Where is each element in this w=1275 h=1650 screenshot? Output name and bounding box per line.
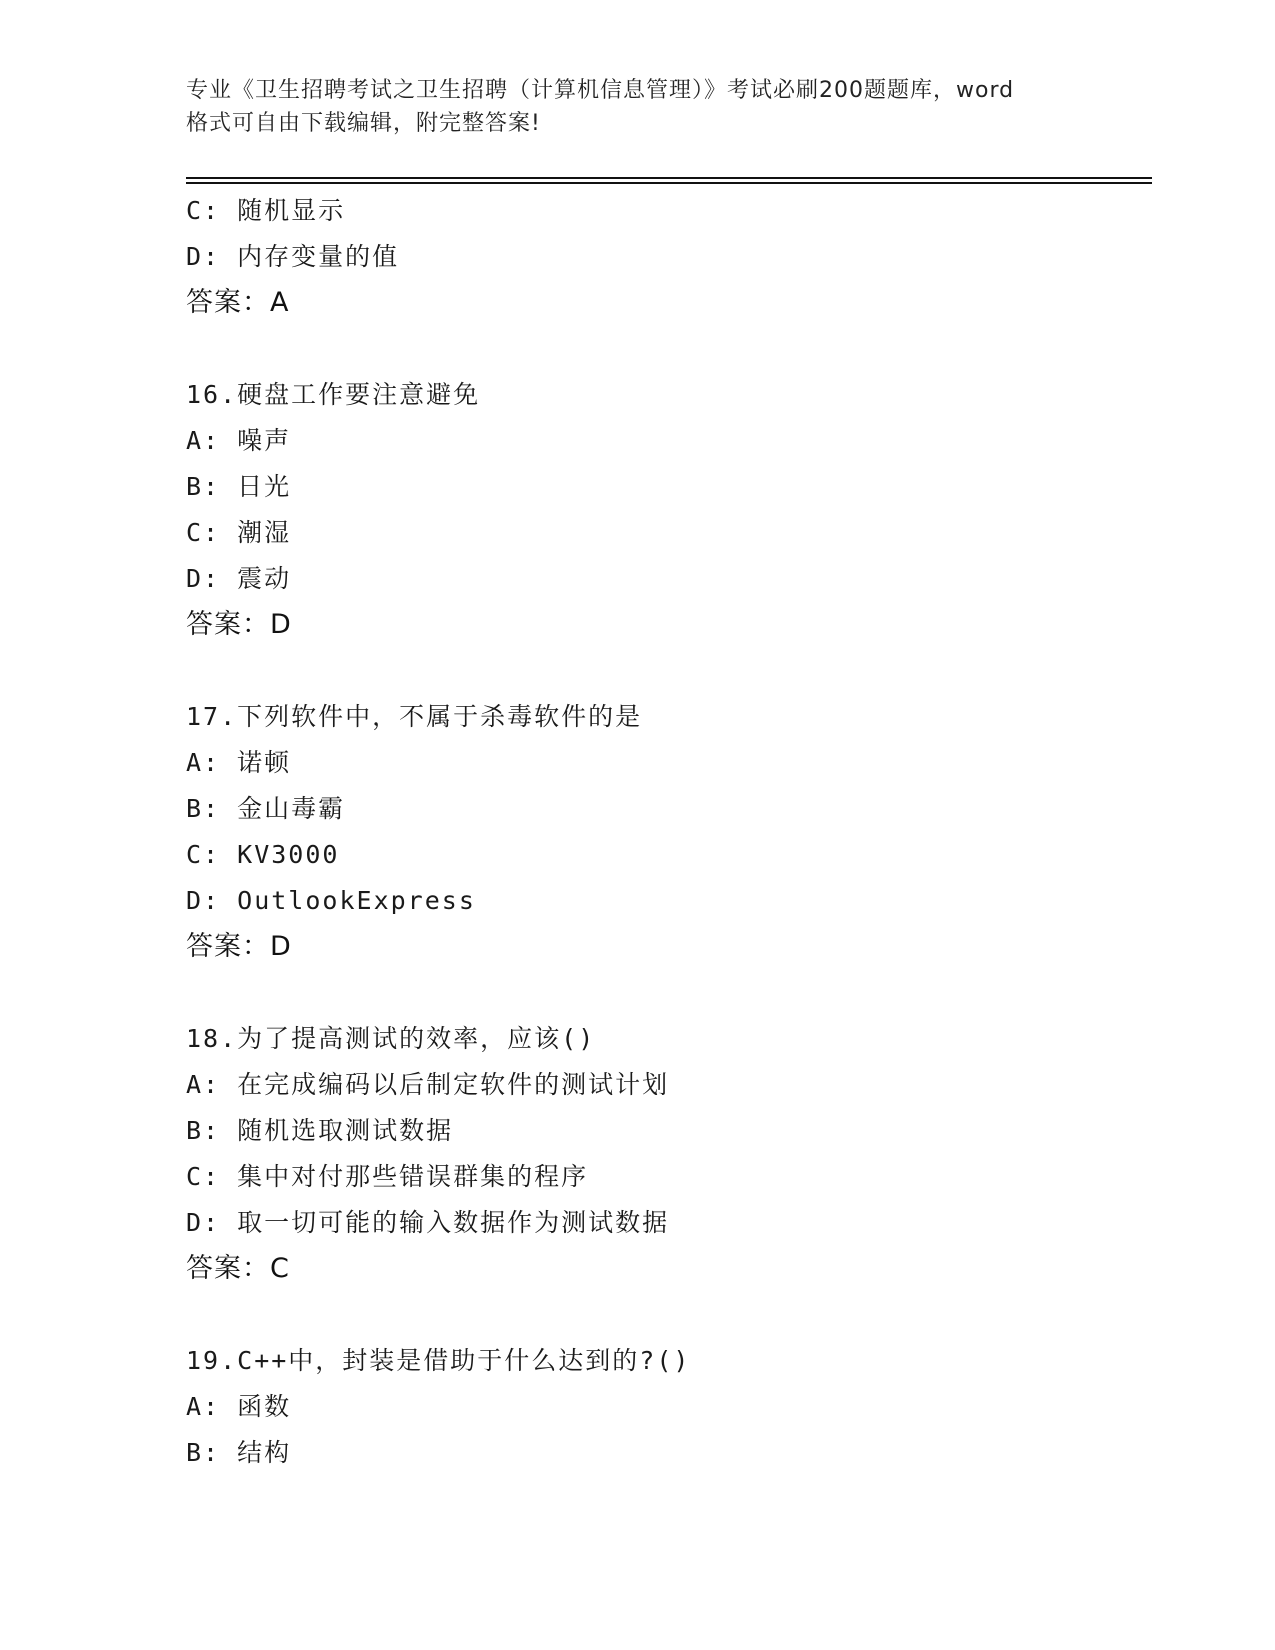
option-a: A: 函数 — [186, 1392, 292, 1421]
spacer — [186, 970, 1146, 1016]
option-d: D: 震动 — [186, 564, 292, 593]
option-c: C: 潮湿 — [186, 518, 292, 547]
answer-label: 答案：D — [186, 609, 292, 640]
option-c: C: KV3000 — [186, 840, 340, 869]
spacer — [186, 648, 1146, 694]
header-divider-bottom — [186, 182, 1152, 184]
option-b: B: 随机选取测试数据 — [186, 1116, 454, 1145]
answer-label: 答案：A — [186, 287, 290, 318]
question-stem: 19.C++中，封装是借助于什么达到的?() — [186, 1346, 691, 1375]
spacer — [186, 326, 1146, 372]
option-b: B: 金山毒霸 — [186, 794, 346, 823]
option-a: A: 在完成编码以后制定软件的测试计划 — [186, 1070, 670, 1099]
question-18 — [186, 1016, 1146, 1292]
question-16 — [186, 372, 1146, 648]
question-list — [186, 188, 1146, 1476]
option-c: C: 随机显示 — [186, 196, 346, 225]
header-divider-top — [186, 177, 1152, 179]
option-b: B: 结构 — [186, 1438, 292, 1467]
question-19 — [186, 1338, 1146, 1476]
answer-label: 答案：C — [186, 1253, 290, 1284]
question-stem: 17.下列软件中，不属于杀毒软件的是 — [186, 702, 643, 731]
option-b: B: 日光 — [186, 472, 292, 501]
option-a: A: 噪声 — [186, 426, 292, 455]
option-d: D: 取一切可能的输入数据作为测试数据 — [186, 1208, 670, 1237]
question-stem: 18.为了提高测试的效率，应该() — [186, 1024, 596, 1053]
question-stem: 16.硬盘工作要注意避免 — [186, 380, 481, 409]
option-d: D: 内存变量的值 — [186, 242, 400, 271]
answer-label: 答案：D — [186, 931, 292, 962]
option-a: A: 诺顿 — [186, 748, 292, 777]
header-title-line-2: 格式可自由下载编辑，附完整答案! — [186, 111, 541, 136]
option-d: D: OutlookExpress — [186, 886, 476, 915]
question-17 — [186, 694, 1146, 970]
document-header — [186, 74, 1086, 140]
question-15-continued — [186, 188, 1146, 326]
header-title-line-1: 专业《卫生招聘考试之卫生招聘（计算机信息管理）》考试必刷200题题库，word — [186, 78, 1015, 103]
option-c: C: 集中对付那些错误群集的程序 — [186, 1162, 589, 1191]
spacer — [186, 1292, 1146, 1338]
